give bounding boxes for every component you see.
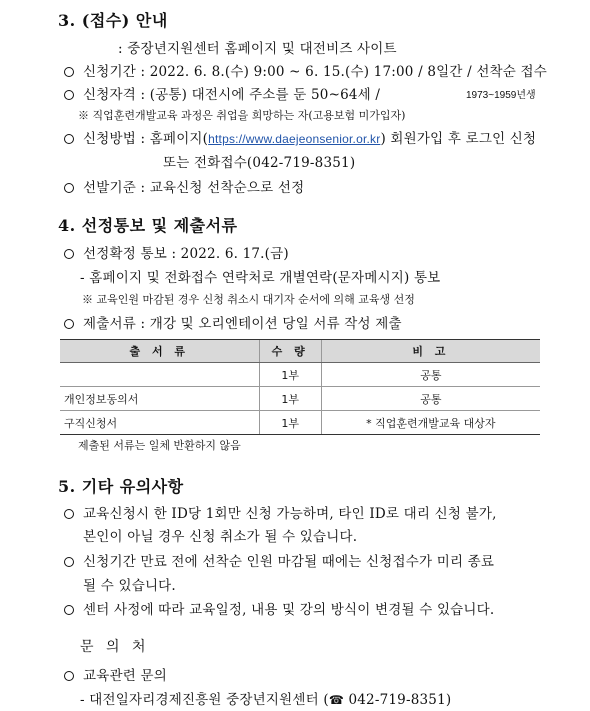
contact-item: 교육관련 문의 [64,664,167,684]
notice-item-1-cont: 본인이 아닐 경우 신청 취소가 될 수 있습니다. [83,529,358,545]
circle-bullet-icon [64,605,74,615]
contact-title: 문 의 처 [80,639,150,655]
site-line: : 중장년지원센터 홈페이지 및 대전비즈 사이트 [118,41,397,57]
table-cell: 공통 [321,387,540,411]
table-cell [60,363,259,387]
apply-method-phone: 또는 전화접수(042-719-8351) [163,155,356,171]
documents-table [60,339,540,435]
circle-bullet-icon [64,557,74,567]
section-5-title: 5. 기타 유의사항 [58,477,184,496]
return-note: 제출된 서류는 일체 반환하지 않음 [78,439,241,452]
contact-org: - 대전일자리경제진흥원 중장년지원센터 (☎ 042-719-8351) [80,692,452,708]
circle-bullet-icon [64,90,74,100]
circle-bullet-icon [64,249,74,259]
table-header: 출 서 류 [60,340,259,363]
notice-item-3: 센터 사정에 따라 교육일정, 내용 및 강의 방식이 변경될 수 있습니다. [64,598,494,618]
table-cell: 공통 [321,363,540,387]
table-cell: 1부 [259,411,321,435]
circle-bullet-icon [64,67,74,77]
table-cell: 개인정보동의서 [60,387,259,411]
apply-period: 신청기간 : 2022. 6. 8.(수) 9:00 ~ 6. 15.(수) 17:00 / 8일간 / 선착순 접수 [64,60,547,80]
table-cell: 1부 [259,363,321,387]
section-3-title: 3. (접수) 안내 [58,11,168,30]
apply-method: 신청방법 : 홈페이지(https://www.daejeonsenior.or.kr) 회원가입 후 로그인 신청 [64,127,536,147]
table-row [60,363,540,387]
phone-icon: ☎ [328,693,344,707]
section-4-title: 4. 선정통보 및 제출서류 [58,216,238,235]
notice-note: ※ 교육인원 마감된 경우 신청 취소시 대기자 순서에 의해 교육생 선정 [82,293,415,306]
table-cell: 1부 [259,387,321,411]
selection-criteria: 선발기준 : 교육신청 선착순으로 선정 [64,176,304,196]
qualification-years: 1973~1959년생 [466,90,536,101]
notice-sub: - 홈페이지 및 전화접수 연락처로 개별연락(문자메시지) 통보 [80,270,441,286]
circle-bullet-icon [64,509,74,519]
selection-notice: 선정확정 통보 : 2022. 6. 17.(금) [64,242,289,262]
table-row [60,387,540,411]
notice-item-1: 교육신청시 한 ID당 1회만 신청 가능하며, 타인 ID로 대리 신청 불가, [64,502,497,522]
table-cell: 구직신청서 [60,411,259,435]
submit-documents: 제출서류 : 개강 및 오리엔테이션 당일 서류 작성 제출 [64,312,402,332]
notice-item-2: 신청기간 만료 전에 선착순 인원 마감될 때에는 신청접수가 미리 종료 [64,550,494,570]
notice-item-2-cont: 될 수 있습니다. [83,578,176,594]
circle-bullet-icon [64,183,74,193]
table-cell: * 직업훈련개발교육 대상자 [321,411,540,435]
circle-bullet-icon [64,134,74,144]
table-header: 비 고 [321,340,540,363]
circle-bullet-icon [64,319,74,329]
circle-bullet-icon [64,671,74,681]
table-header: 수 량 [259,340,321,363]
apply-qualification: 신청자격 : (공통) 대전시에 주소를 둔 50~64세 / [64,83,380,103]
homepage-link[interactable]: https://www.daejeonsenior.or.kr [208,132,381,146]
table-header-row [60,340,540,363]
qualification-note: ※ 직업훈련개발교육 과정은 취업을 희망하는 자(고용보험 미가입자) [78,109,406,122]
table-row [60,411,540,435]
